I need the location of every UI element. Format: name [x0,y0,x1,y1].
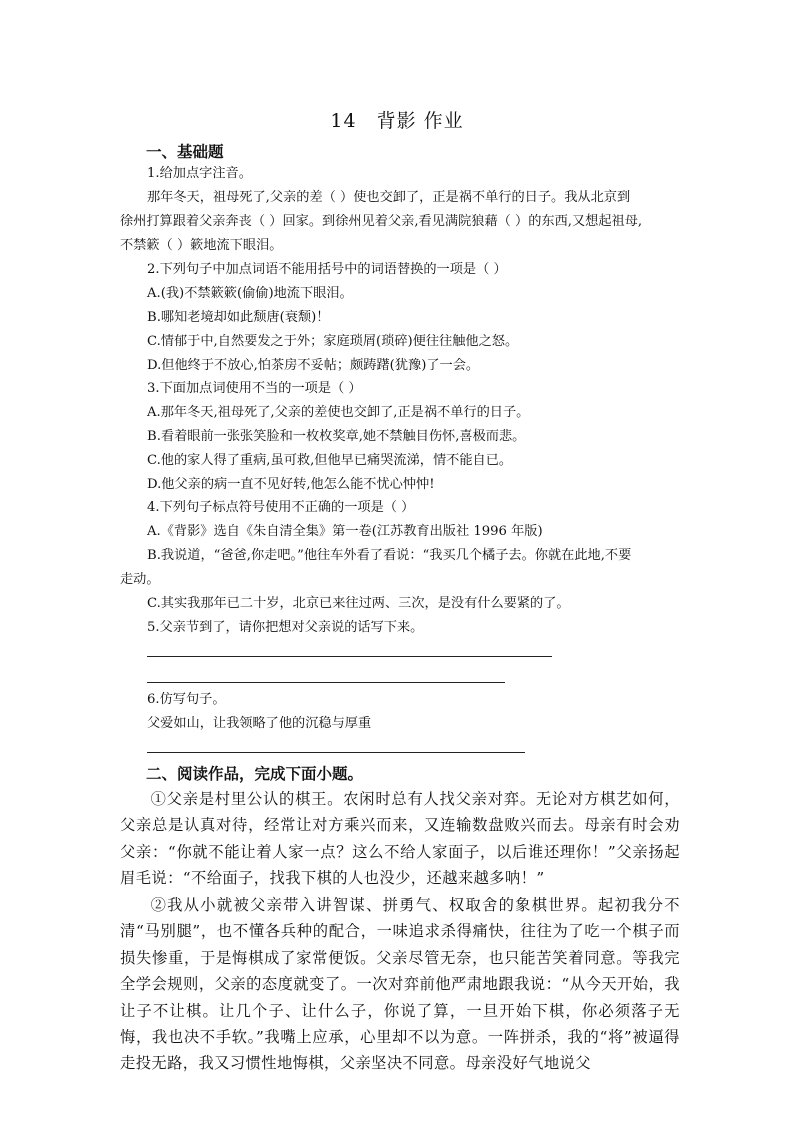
q6-stem: 6.仿写句子。 [147,692,226,707]
section-heading-reading: 二、阅读作品，完成下面小题。 [146,764,364,783]
q3-stem: 3.下面加点词使用不当的一项是（ ） [147,381,362,396]
q2-option-b: B.哪知老境却如此颓唐(衰颓)！ [147,310,330,325]
q1-text-line: 徐州打算跟着父亲奔丧（ ）回家。到徐州见着父亲,看见满院狼藉（ ）的东西,又想起祖母, [120,214,643,229]
q2-option-a: A.(我)不禁簌簌(偷偷)地流下眼泪。 [147,286,353,301]
q4-option-a: A.《背影》选自《朱自清全集》第一卷(江苏教育出版社 1996 年版) [147,524,543,539]
answer-line[interactable] [147,656,552,657]
answer-line[interactable] [147,682,505,683]
q4-option-b-continued: 走动。 [120,572,160,587]
answer-line[interactable] [147,752,525,753]
q1-text-line: 那年冬天，祖母死了,父亲的差（ ）使也交卸了，正是祸不单行的日子。我从北京到 [147,190,631,205]
q1-stem: 1.给加点字注音。 [147,166,252,181]
page-title: 14 背影 作业 [330,110,464,132]
q6-example: 父爱如山，让我领略了他的沉稳与厚重 [147,716,372,731]
section-heading-basic: 一、基础题 [146,142,224,161]
reading-paragraph-2: ②我从小就被父亲带入讲智谋、拼勇气、权取舍的象棋世界。起初我分不清“马别腿”，也不懂各兵种的配合，一味追求杀得痛快，往往为了吃一个棋子而损失惨重，于是悔棋成了家常便饭。父亲尽管无奈，也只能苦笑着同意。等我完全学会规则，父亲的态度就变了。一次对弈前他严肃地跟我说：“从今天开始，我让子不让棋。让几个子、让什么子，你说了算，一旦开始下棋，你必须落子无悔，我也决不手软。”我嘴上应承，心里却不以为意。一阵拼杀，我的“将”被逼得走投无路，我又习惯性地悔棋，父亲坚决不同意。母亲没好气地说父 [120,896,680,1073]
q3-option-c: C.他的家人得了重病,虽可救,但他早已痛哭流涕，情不能自已。 [147,453,513,468]
q2-stem: 2.下列句子中加点词语不能用括号中的词语替换的一项是（ ） [147,262,507,277]
q4-option-c: C.其实我那年已二十岁，北京已来往过两、三次，是没有什么要紧的了。 [147,596,570,611]
q5-stem: 5.父亲节到了，请你把想对父亲说的话写下来。 [147,620,424,635]
q2-option-d: D.但他终于不放心,怕茶房不妥帖；颇踌躇(犹豫)了一会。 [147,358,480,373]
q4-option-b: B.我说道，“爸爸,你走吧。”他往车外看了看说：“我买几个橘子去。你就在此地,不要 [147,548,632,563]
q4-stem: 4.下列句子标点符号使用不正确的一项是（ ） [147,500,415,515]
q3-option-a: A.那年冬天,祖母死了,父亲的差使也交卸了,正是祸不单行的日子。 [147,405,530,420]
q2-option-c: C.情郁于中,自然要发之于外；家庭琐屑(琐碎)便往往触他之怒。 [147,334,519,349]
q3-option-b: B.看着眼前一张张笑脸和一枚枚奖章,她不禁触目伤怀,喜极而悲。 [147,429,526,444]
q3-option-d: D.他父亲的病一直不见好转,他怎么能不忧心忡忡! [147,477,435,492]
reading-paragraph-1: ①父亲是村里公认的棋王。农闲时总有人找父亲对弈。无论对方棋艺如何，父亲总是认真对待，经常让对方乘兴而来，又连输数盘败兴而去。母亲有时会劝父亲：“你就不能让着人家一点？这么不给人家面子，以后谁还理你！”父亲扬起眉毛说：“不给面子，找我下棋的人也没少，还越来越多呐！” [120,790,680,888]
q1-text-line: 不禁簌（ ）簌地流下眼泪。 [120,238,283,253]
